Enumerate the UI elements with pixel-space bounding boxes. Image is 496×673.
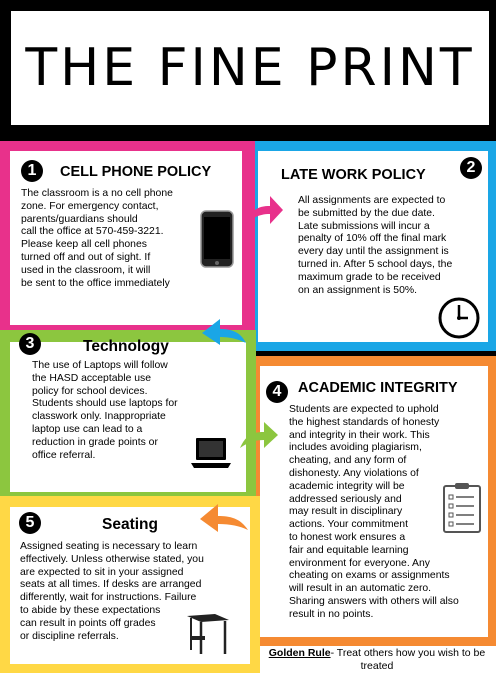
section-number-3: 3 — [19, 333, 41, 355]
section-body-academic-integrity: Students are expected to uphold the highest standards of honesty and integrity in their work. This includes avoiding plagiarism, cheating, and any form of dishonesty. Any violations of academic integrity will be addressed seriously and may result in disciplinary actions. Your commitment to honest work ensures a fair and equitable learning environment for everyone. Any cheating on exams or assignments will result in an automatic zero. Sharing answers with others will also result in no points. — [289, 404, 459, 620]
section-heading-technology: Technology — [83, 338, 169, 355]
section-heading-late-work: LATE WORK POLICY — [281, 167, 426, 183]
section-number-2: 2 — [460, 157, 482, 179]
section-number-1: 1 — [21, 160, 43, 182]
section-heading-seating: Seating — [102, 516, 158, 533]
desk-icon — [185, 610, 231, 656]
arrow-green-icon — [238, 418, 280, 452]
smartphone-icon — [200, 210, 234, 268]
section-number-5: 5 — [19, 512, 41, 534]
clipboard-icon — [442, 482, 482, 534]
section-body-seating: Assigned seating is necessary to learn effectively. Unless otherwise stated, you are expected to sit in your assigned seats at all times. If desks are arranged differently, wait for instructions. Failure to abide by these expectations can result in points off grades or discipline referrals. — [20, 541, 204, 642]
laptop-icon — [190, 436, 232, 470]
section-body-technology: The use of Laptops will follow the HASD acceptable use policy for school devices. Students should use laptops for classwork only. Inappropriate laptop use can lead to a reduction in grade points or office referral. — [32, 360, 178, 461]
title-box — [8, 8, 492, 128]
page-title: THE FINE PRINT — [25, 38, 475, 98]
golden-rule — [262, 647, 492, 672]
arrow-pink-icon — [244, 192, 284, 228]
section-body-cell-phone: The classroom is a no cell phone zone. For emergency contact, parents/guardians should call the office at 570-459-3221. Please keep all cell phones turned off and out of sight. If used in the classroom, it will be sent to the office immediately — [21, 188, 173, 289]
section-heading-cell-phone: CELL PHONE POLICY — [60, 164, 212, 180]
section-body-late-work: All assignments are expected to be submitted by the due date. Late submissions will incur a penalty of 10% off the final mark every day until the assignment is turned in. After 5 school days, the maximum grade to be received on an assignment is 50%. — [298, 195, 453, 296]
golden-rule-label: Golden Rule — [268, 647, 331, 659]
section-heading-academic-integrity: ACADEMIC INTEGRITY — [298, 380, 458, 396]
arrow-blue-icon — [200, 313, 248, 347]
section-number-4: 4 — [266, 381, 288, 403]
golden-rule-text: - Treat others how you wish to be treated — [330, 647, 486, 672]
arrow-orange-icon — [198, 498, 250, 534]
clock-icon — [437, 296, 481, 340]
